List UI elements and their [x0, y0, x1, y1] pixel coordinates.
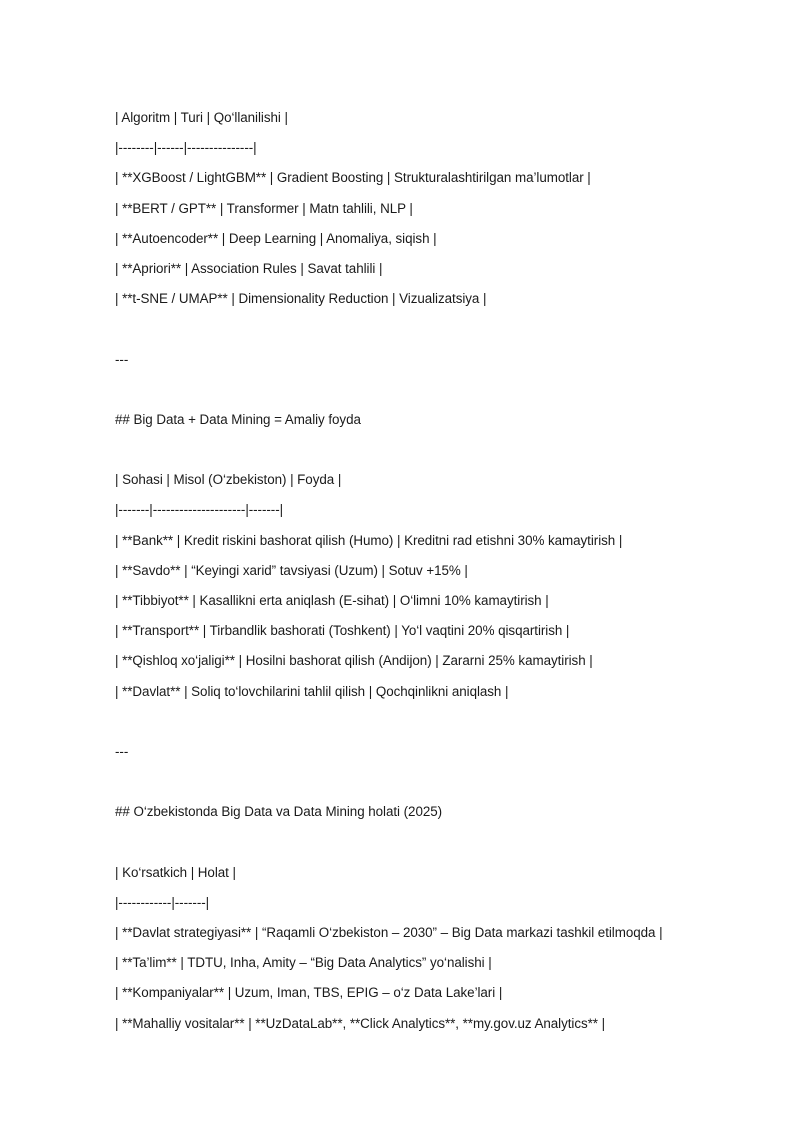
blank-line [115, 707, 775, 737]
table-separator-row: |------------|-------| [115, 894, 210, 910]
table-row: | **Ta’lim** | TDTU, Inha, Amity – “Big Data Analytics” yo‘nalishi | [115, 955, 492, 971]
table-row: | **Autoencoder** | Deep Learning | Anomaliya, siqish | [115, 230, 437, 246]
table-row: | **Apriori** | Association Rules | Savat tahlili | [115, 260, 383, 276]
table-header-row: | Ko‘rsatkich | Holat | [115, 864, 236, 880]
table-row: | **XGBoost / LightGBM** | Gradient Boosting | Strukturalashtirilgan ma’lumotlar | [115, 170, 591, 186]
table-header-row: | Algoritm | Turi | Qo‘llanilishi | [115, 110, 288, 125]
blank-line [115, 314, 775, 344]
table-row: | **Transport** | Tirbandlik bashorati (Toshkent) | Yo‘l vaqtini 20% qisqartirish | [115, 623, 570, 639]
table-row: | **Davlat** | Soliq to‘lovchilarini tahlil qilish | Qochqinlikni aniqlash | [115, 683, 509, 699]
table-separator-row: |--------|------|---------------| [115, 140, 257, 156]
table-row: | **Tibbiyot** | Kasallikni erta aniqlash (E-sihat) | O‘limni 10% kamaytirish | [115, 593, 549, 608]
table-row: | **BERT / GPT** | Transformer | Matn tahlili, NLP | [115, 200, 413, 216]
table-row: | **Mahalliy vositalar** | **UzDataLab**, **Click Analytics**, **my.gov.uz Analytics** | [115, 1015, 606, 1031]
blank-line [115, 828, 775, 858]
document-page [115, 103, 775, 1039]
blank-line [115, 767, 775, 797]
horizontal-rule: --- [115, 743, 129, 759]
table-row: | **Kompaniyalar** | Uzum, Iman, TBS, EPIG – o‘z Data Lake’lari | [115, 985, 503, 1001]
table-row: | **Davlat strategiyasi** | “Raqamli O‘zbekiston – 2030” – Big Data markazi tashkil etilmoqda | [115, 925, 663, 941]
table-row: | **Qishloq xo‘jaligi** | Hosilni bashorat qilish (Andijon) | Zararni 25% kamaytirish | [115, 653, 593, 669]
blank-line [115, 375, 775, 405]
horizontal-rule: --- [115, 351, 129, 367]
benefits-table [115, 465, 775, 707]
blank-line [115, 435, 775, 465]
algorithms-table [115, 103, 775, 314]
table-row: | **Bank** | Kredit riskini bashorat qilish (Humo) | Kreditni rad etishni 30% kamaytirish | [115, 532, 623, 548]
table-header-row: | Sohasi | Misol (O‘zbekiston) | Foyda | [115, 472, 342, 488]
table-row: | **Savdo** | “Keyingi xarid” tavsiyasi (Uzum) | Sotuv +15% | [115, 562, 468, 578]
table-row: | **t-SNE / UMAP** | Dimensionality Reduction | Vizualizatsiya | [115, 291, 487, 307]
table-separator-row: |-------|---------------------|-------| [115, 502, 284, 518]
section-heading-practical-benefit: ## Big Data + Data Mining = Amaliy foyda [115, 411, 361, 427]
section-heading-uzbekistan-status: ## O‘zbekistonda Big Data va Data Mining holati (2025) [115, 804, 443, 820]
status-table [115, 858, 775, 1039]
